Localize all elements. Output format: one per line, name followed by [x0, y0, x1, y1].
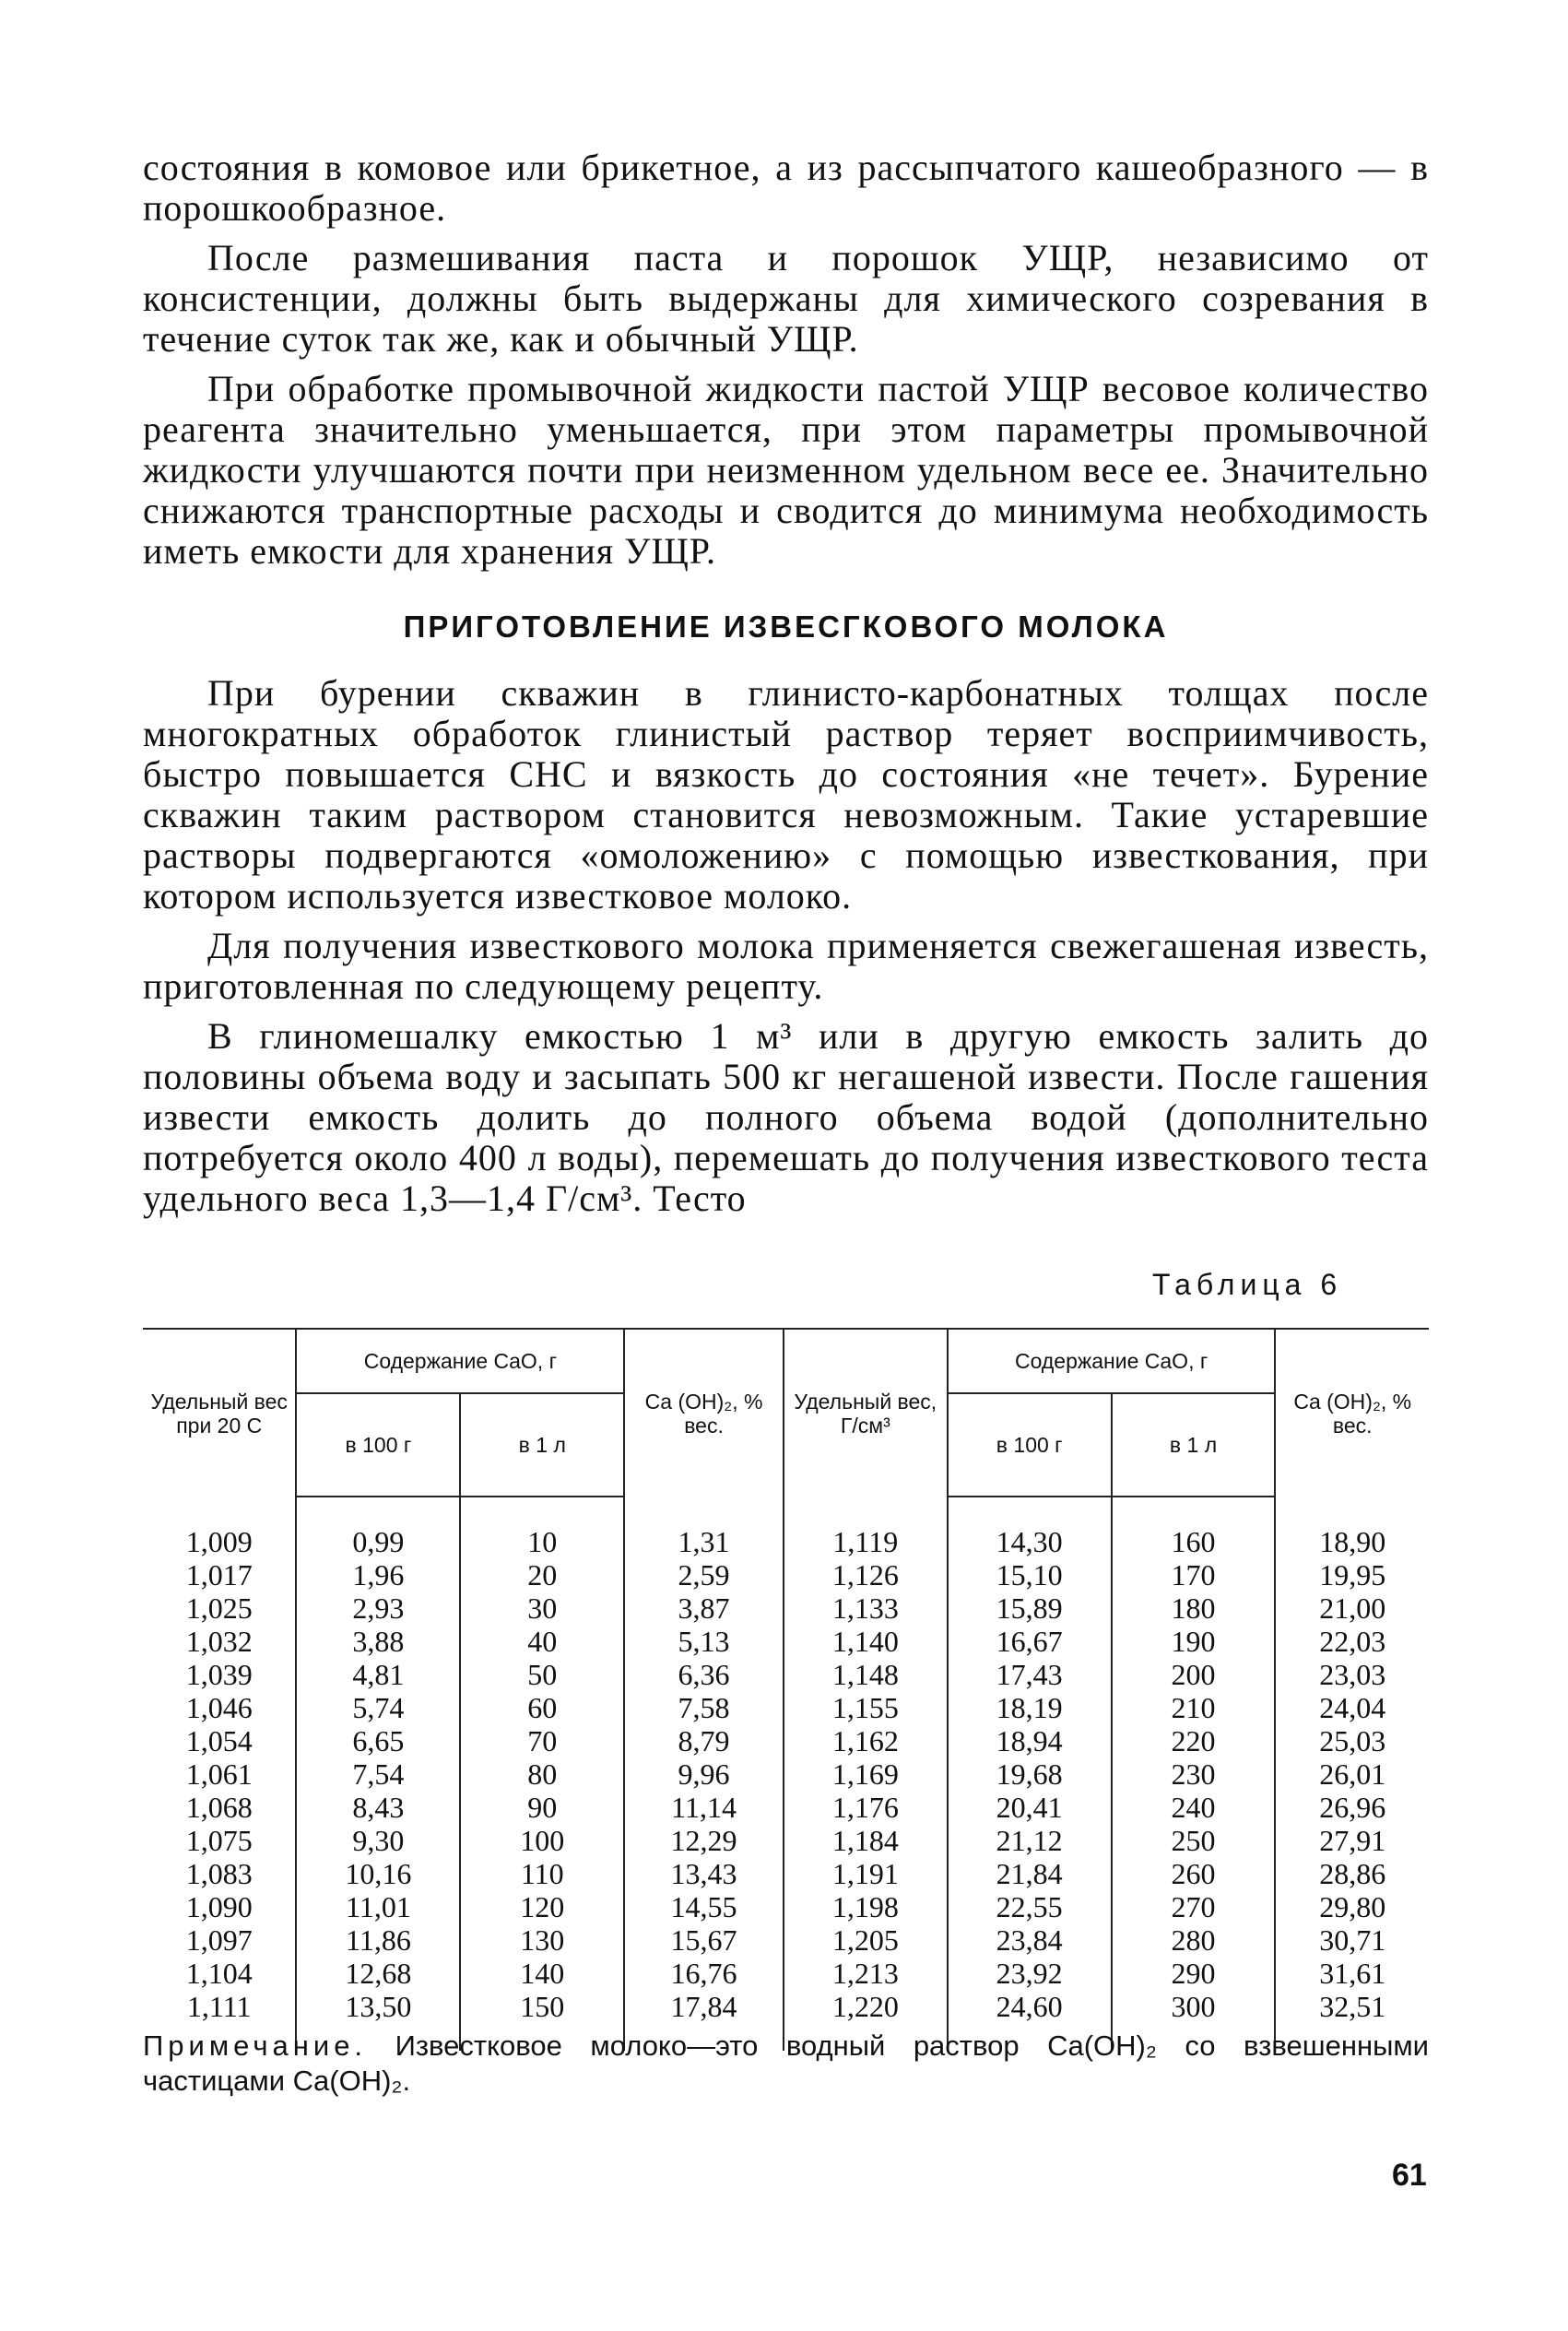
- cell-cao-1l-right: 230: [1112, 1757, 1276, 1791]
- table-row: [143, 1824, 1429, 1857]
- cell-cao-100g-right: 21,84: [948, 1857, 1112, 1890]
- cell-cao-1l-left: 40: [460, 1625, 624, 1658]
- header-per-1l-left: в 1 л: [460, 1393, 624, 1497]
- cell-spec-grav-g: 1,126: [784, 1558, 948, 1591]
- cell-cao-1l-right: 190: [1112, 1625, 1276, 1658]
- table-row: [143, 1658, 1429, 1691]
- cell-spec-grav-g: 1,198: [784, 1890, 948, 1923]
- cell-caoh2-left: 5,13: [624, 1625, 784, 1658]
- cell-cao-100g-right: 23,84: [948, 1923, 1112, 1957]
- cell-caoh2-left: 16,76: [624, 1957, 784, 1990]
- cell-cao-1l-left: 20: [460, 1558, 624, 1591]
- header-cao-content-right: Содержание CaO, г: [948, 1329, 1276, 1393]
- cell-cao-1l-right: 270: [1112, 1890, 1276, 1923]
- cell-cao-1l-left: 10: [460, 1525, 624, 1558]
- cell-cao-1l-left: 140: [460, 1957, 624, 1990]
- cell-cao-1l-right: 240: [1112, 1791, 1276, 1824]
- cell-spec-grav-20: 1,068: [143, 1791, 296, 1824]
- cell-cao-1l-right: 210: [1112, 1691, 1276, 1724]
- cell-cao-1l-left: 130: [460, 1923, 624, 1957]
- cell-caoh2-left: 12,29: [624, 1824, 784, 1857]
- cell-cao-100g-left: 8,43: [296, 1791, 460, 1824]
- table-caption: Таблица 6: [1152, 1268, 1343, 1301]
- cell-cao-1l-right: 280: [1112, 1923, 1276, 1957]
- cell-caoh2-left: 15,67: [624, 1923, 784, 1957]
- table-row: [143, 1890, 1429, 1923]
- paragraph-5: Для получения известкового молока применяется свежегашеная известь, приготовленная по следующему рецепту.: [143, 925, 1429, 1007]
- cell-cao-100g-left: 2,93: [296, 1591, 460, 1625]
- cell-cao-1l-right: 260: [1112, 1857, 1276, 1890]
- cell-caoh2-right: 25,03: [1275, 1724, 1429, 1757]
- cell-cao-100g-left: 13,50: [296, 1990, 460, 2023]
- cell-cao-100g-left: 4,81: [296, 1658, 460, 1691]
- cell-cao-100g-right: 19,68: [948, 1757, 1112, 1791]
- cell-cao-100g-left: 3,88: [296, 1625, 460, 1658]
- cell-cao-1l-left: 90: [460, 1791, 624, 1824]
- cell-spec-grav-20: 1,039: [143, 1658, 296, 1691]
- cell-spec-grav-20: 1,054: [143, 1724, 296, 1757]
- cell-spec-grav-g: 1,176: [784, 1791, 948, 1824]
- body-text: [143, 148, 1429, 1219]
- cell-cao-1l-left: 50: [460, 1658, 624, 1691]
- cell-caoh2-right: 28,86: [1275, 1857, 1429, 1890]
- cell-caoh2-right: 26,01: [1275, 1757, 1429, 1791]
- cell-cao-100g-right: 20,41: [948, 1791, 1112, 1824]
- cell-cao-1l-right: 300: [1112, 1990, 1276, 2023]
- cell-caoh2-right: 18,90: [1275, 1525, 1429, 1558]
- cell-spec-grav-g: 1,140: [784, 1625, 948, 1658]
- cell-spec-grav-g: 1,148: [784, 1658, 948, 1691]
- header-specific-gravity-20: Удельный вес при 20 С: [143, 1329, 296, 1497]
- note-text: Известковое молоко—это водный раствор Ca(OH)₂ со взвешенными частицами Ca(OH)₂.: [143, 2029, 1429, 2097]
- table-row: [143, 1791, 1429, 1824]
- cell-spec-grav-g: 1,191: [784, 1857, 948, 1890]
- cell-spec-grav-g: 1,155: [784, 1691, 948, 1724]
- cell-caoh2-left: 17,84: [624, 1990, 784, 2023]
- table-row: [143, 1990, 1429, 2023]
- cell-cao-100g-right: 21,12: [948, 1824, 1112, 1857]
- cell-caoh2-right: 29,80: [1275, 1890, 1429, 1923]
- cell-cao-100g-right: 24,60: [948, 1990, 1112, 2023]
- cell-spec-grav-g: 1,184: [784, 1824, 948, 1857]
- table-row: [143, 1724, 1429, 1757]
- cell-cao-100g-left: 10,16: [296, 1857, 460, 1890]
- cell-cao-100g-left: 1,96: [296, 1558, 460, 1591]
- cell-spec-grav-20: 1,075: [143, 1824, 296, 1857]
- cell-spec-grav-g: 1,133: [784, 1591, 948, 1625]
- cell-cao-100g-left: 11,86: [296, 1923, 460, 1957]
- cell-cao-100g-right: 18,94: [948, 1724, 1112, 1757]
- cell-caoh2-right: 19,95: [1275, 1558, 1429, 1591]
- header-per-1l-right: в 1 л: [1112, 1393, 1276, 1497]
- cell-caoh2-left: 13,43: [624, 1857, 784, 1890]
- cell-spec-grav-20: 1,009: [143, 1525, 296, 1558]
- cell-cao-1l-left: 70: [460, 1724, 624, 1757]
- cell-cao-1l-right: 290: [1112, 1957, 1276, 1990]
- cell-caoh2-right: 32,51: [1275, 1990, 1429, 2023]
- table-row: [143, 1691, 1429, 1724]
- cell-caoh2-left: 9,96: [624, 1757, 784, 1791]
- paragraph-3: При обработке промывочной жидкости пастой УЩР весовое количество реагента значительно уменьшается, при этом параметры промывочной жидкости улучшаются почти при неизменном удельном весе ее. Значительно снижаются транспортные расходы и сводится до минимума необходимость иметь емкости для хранения УЩР.: [143, 368, 1429, 572]
- cell-spec-grav-20: 1,061: [143, 1757, 296, 1791]
- cell-spec-grav-20: 1,090: [143, 1890, 296, 1923]
- cell-spec-grav-g: 1,169: [784, 1757, 948, 1791]
- header-caoh2-left: Ca (OH)₂, % вес.: [624, 1329, 784, 1497]
- page-number: 61: [1392, 2158, 1427, 2193]
- cell-spec-grav-g: 1,220: [784, 1990, 948, 2023]
- header-specific-gravity-g: Удельный вес, Г/см³: [784, 1329, 948, 1497]
- section-heading: ПРИГОТОВЛЕНИЕ ИЗВЕСГКОВОГО МОЛОКА: [403, 609, 1169, 644]
- header-per-100g-right: в 100 г: [948, 1393, 1112, 1497]
- cell-spec-grav-20: 1,025: [143, 1591, 296, 1625]
- cell-cao-100g-left: 6,65: [296, 1724, 460, 1757]
- cell-spec-grav-20: 1,111: [143, 1990, 296, 2023]
- cell-spec-grav-g: 1,162: [784, 1724, 948, 1757]
- cell-cao-1l-left: 100: [460, 1824, 624, 1857]
- table-row: [143, 1923, 1429, 1957]
- table-row: [143, 1525, 1429, 1558]
- cell-cao-1l-right: 180: [1112, 1591, 1276, 1625]
- cell-caoh2-right: 30,71: [1275, 1923, 1429, 1957]
- cell-cao-100g-left: 9,30: [296, 1824, 460, 1857]
- table-note: [143, 2029, 1429, 2099]
- cell-cao-100g-right: 18,19: [948, 1691, 1112, 1724]
- cell-cao-100g-left: 5,74: [296, 1691, 460, 1724]
- cell-spec-grav-20: 1,097: [143, 1923, 296, 1957]
- table-row: [143, 1957, 1429, 1990]
- cell-caoh2-left: 2,59: [624, 1558, 784, 1591]
- cell-cao-100g-right: 15,10: [948, 1558, 1112, 1591]
- cell-spec-grav-20: 1,032: [143, 1625, 296, 1658]
- paragraph-1: состояния в комовое или брикетное, а из рассыпчатого кашеобразного — в порошкообразное.: [143, 147, 1429, 229]
- table-body: [143, 1497, 1429, 2051]
- cell-cao-1l-right: 160: [1112, 1525, 1276, 1558]
- cell-caoh2-left: 1,31: [624, 1525, 784, 1558]
- cell-caoh2-left: 11,14: [624, 1791, 784, 1824]
- table-row: [143, 1625, 1429, 1658]
- table-row: [143, 1857, 1429, 1890]
- cell-cao-100g-right: 15,89: [948, 1591, 1112, 1625]
- header-caoh2-right: Ca (OH)₂, % вес.: [1275, 1329, 1429, 1497]
- cell-spec-grav-g: 1,213: [784, 1957, 948, 1990]
- cell-cao-1l-left: 60: [460, 1691, 624, 1724]
- cell-caoh2-left: 14,55: [624, 1890, 784, 1923]
- note-label: Примечание.: [143, 2029, 368, 2062]
- paragraph-4: При бурении скважин в глинисто-карбонатных толщах после многократных обработок глинистый раствор теряет восприимчивость, быстро повышается СНС и вязкость до состояния «не течет». Бурение скважин таким раствором становится невозможным. Такие устаревшие растворы подвергаются «омоложению» с помощью известкования, при котором используется известковое молоко.: [143, 672, 1429, 917]
- cell-cao-1l-left: 110: [460, 1857, 624, 1890]
- paragraph-2: После размешивания паста и порошок УЩР, независимо от консистенции, должны быть выдержаны для химического созревания в течение суток так же, как и обычный УЩР.: [143, 237, 1429, 360]
- cell-cao-1l-right: 250: [1112, 1824, 1276, 1857]
- paragraph-6: В глиномешалку емкостью 1 м³ или в другую емкость залить до половины объема воду и засыпать 500 кг негашеной извести. После гашения извести емкость долить до полного объема водой (дополнительно потребуется около 400 л воды), перемешать до получения известкового теста удельного веса 1,3—1,4 Г/см³. Тесто: [143, 1015, 1429, 1219]
- cell-caoh2-right: 26,96: [1275, 1791, 1429, 1824]
- cell-caoh2-left: 8,79: [624, 1724, 784, 1757]
- cell-spec-grav-20: 1,083: [143, 1857, 296, 1890]
- table-spacer: [143, 1497, 1429, 1525]
- cell-caoh2-left: 3,87: [624, 1591, 784, 1625]
- cell-cao-1l-right: 170: [1112, 1558, 1276, 1591]
- cell-caoh2-right: 24,04: [1275, 1691, 1429, 1724]
- table-row: [143, 1591, 1429, 1625]
- header-per-100g-left: в 100 г: [296, 1393, 460, 1497]
- cell-cao-100g-right: 14,30: [948, 1525, 1112, 1558]
- cell-spec-grav-g: 1,119: [784, 1525, 948, 1558]
- cell-cao-100g-left: 0,99: [296, 1525, 460, 1558]
- cell-cao-100g-right: 17,43: [948, 1658, 1112, 1691]
- cell-caoh2-right: 31,61: [1275, 1957, 1429, 1990]
- cell-spec-grav-g: 1,205: [784, 1923, 948, 1957]
- cell-spec-grav-20: 1,104: [143, 1957, 296, 1990]
- header-cao-content-left: Содержание CaO, г: [296, 1329, 624, 1393]
- cell-cao-100g-right: 16,67: [948, 1625, 1112, 1658]
- cell-spec-grav-20: 1,046: [143, 1691, 296, 1724]
- cell-cao-1l-right: 200: [1112, 1658, 1276, 1691]
- cell-caoh2-left: 7,58: [624, 1691, 784, 1724]
- cell-cao-1l-right: 220: [1112, 1724, 1276, 1757]
- table-row: [143, 1558, 1429, 1591]
- cell-cao-1l-left: 80: [460, 1757, 624, 1791]
- cell-cao-1l-left: 150: [460, 1990, 624, 2023]
- cell-cao-1l-left: 30: [460, 1591, 624, 1625]
- cell-caoh2-right: 22,03: [1275, 1625, 1429, 1658]
- lime-milk-table: [143, 1328, 1429, 2051]
- cell-cao-100g-left: 12,68: [296, 1957, 460, 1990]
- cell-cao-100g-left: 7,54: [296, 1757, 460, 1791]
- cell-cao-100g-left: 11,01: [296, 1890, 460, 1923]
- cell-cao-100g-right: 23,92: [948, 1957, 1112, 1990]
- table-row: [143, 1757, 1429, 1791]
- cell-spec-grav-20: 1,017: [143, 1558, 296, 1591]
- cell-caoh2-right: 23,03: [1275, 1658, 1429, 1691]
- cell-caoh2-right: 27,91: [1275, 1824, 1429, 1857]
- cell-caoh2-left: 6,36: [624, 1658, 784, 1691]
- cell-cao-1l-left: 120: [460, 1890, 624, 1923]
- cell-caoh2-right: 21,00: [1275, 1591, 1429, 1625]
- cell-cao-100g-right: 22,55: [948, 1890, 1112, 1923]
